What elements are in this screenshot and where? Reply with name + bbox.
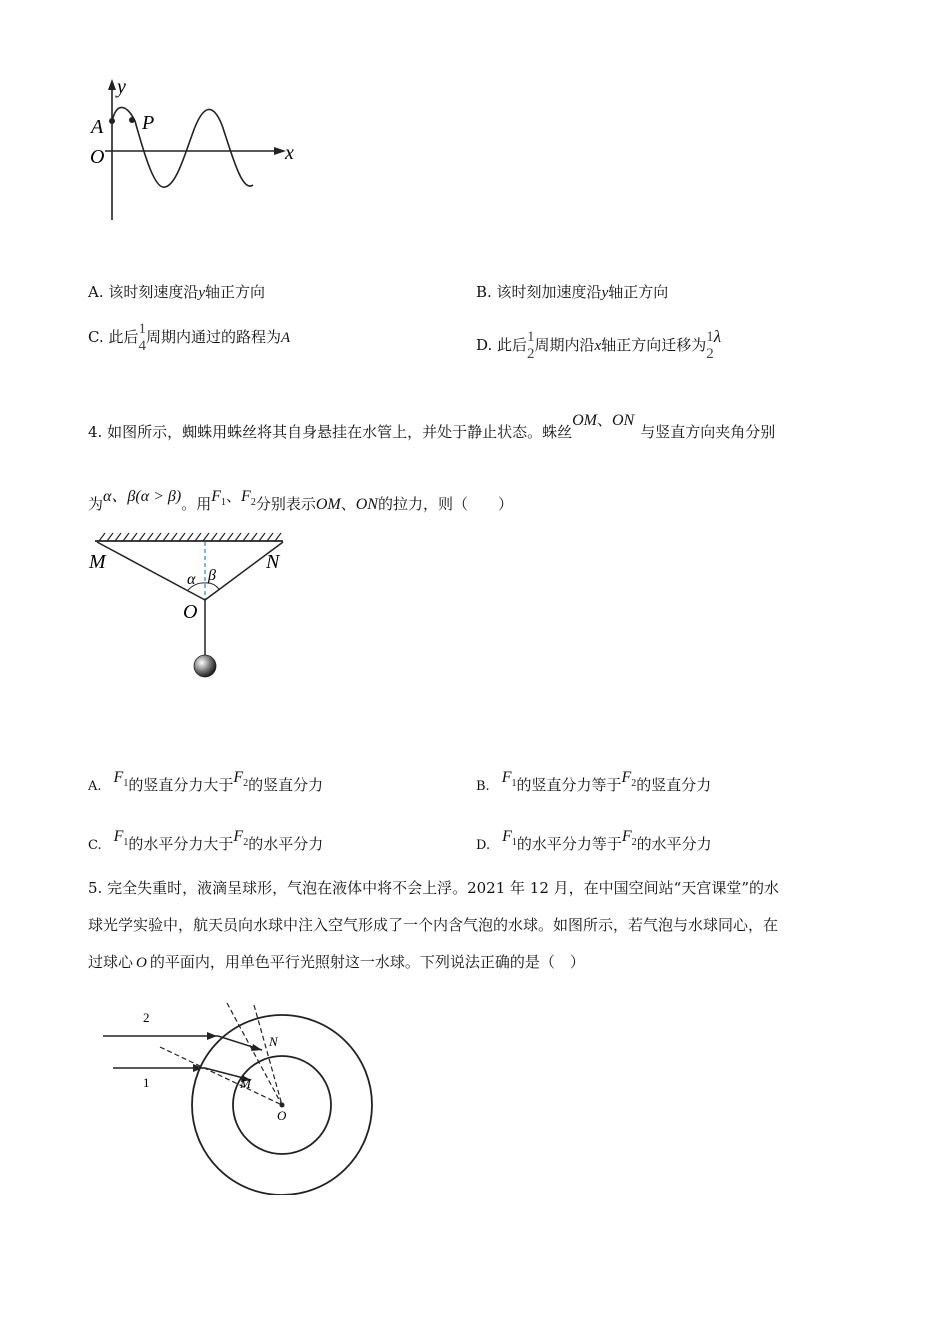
label-o: O [183,601,198,623]
y-axis-label: y [117,76,126,98]
label-beta: β [208,567,216,584]
pipe-hatch [139,533,145,541]
q4-option-a[interactable]: $A.F_1$的竖直分力大于$F_2$的竖直分力 [88,769,324,794]
label-o: O [277,1108,287,1123]
fraction-1-4: 1 4 [138,321,146,354]
pipe-hatch [131,533,137,541]
wave-figure [85,75,305,225]
q3-option-d[interactable]: D. 此后 1 2 周期内沿x轴正方向迁移为 1 2 λ [476,327,722,362]
q5-line-1: 5. 完全失重时，液滴呈球形，气泡在液体中将不会上浮。2021 年 12 月，在中国空间站“天宫课堂”的水 [88,879,779,897]
pipe-hatch [187,533,193,541]
pipe-hatch [235,533,241,541]
pipe-hatch [115,533,121,541]
q4-line-2: 为α、β(α > β)。用$F_1$、$F_2$分别表示OM、ON的拉力，则（ ） [88,487,513,513]
q4-line-1: 4. 如图所示，蜘蛛用蛛丝将其自身悬挂在水管上，并处于静止状态。蛛丝OM、ON与竖直方向夹角分别 [88,411,776,441]
pipe-hatch [107,533,113,541]
point-p [129,117,135,123]
ray-2-label: 2 [143,1010,150,1025]
q4-option-c[interactable]: $C.F_1$的水平分力大于$F_2$的水平分力 [88,828,324,853]
water-ball-figure [95,995,395,1195]
point-a [109,118,115,124]
pipe-hatch [259,533,265,541]
ray-1-label: 1 [143,1075,150,1090]
q3-option-b[interactable]: B. 该时刻加速度沿y轴正方向 [476,283,669,301]
q5-line-2: 球光学实验中，航天员向水球中注入空气形成了一个内含气泡的水球。如图所示，若气泡与水球同心，在 [88,916,779,934]
pipe-hatch [243,533,249,541]
fraction-1-2-lambda: 1 2 [706,329,714,362]
pipe-hatch [211,533,217,541]
label-n: N [266,551,280,573]
label-o: O [90,146,105,168]
pipe-hatch [203,533,209,541]
x-axis-label: x [285,142,294,164]
pipe-hatch [275,533,281,541]
pipe-hatch [267,533,273,541]
pipe-hatch [171,533,177,541]
pipe-hatch [251,533,257,541]
q3-option-a[interactable]: A. 该时刻速度沿y轴正方向 [88,283,266,301]
q5-line-3: 过球心 O 的平面内，用单色平行光照射这一水球。下列说法正确的是（ ） [88,953,585,971]
q4-option-d[interactable]: $D.F_1$的水平分力等于$F_2$的水平分力 [476,828,712,853]
pipe-hatch [163,533,169,541]
label-a: A [91,116,104,138]
pipe-hatch [219,533,225,541]
pipe-hatch [179,533,185,541]
fraction-1-2: 1 2 [527,329,535,362]
pipe-hatch [147,533,153,541]
label-p: P [142,112,155,134]
label-m: M [89,551,106,573]
pipe-hatch [99,533,105,541]
spider-figure [85,528,295,683]
q4-option-b[interactable]: $B.F_1$的竖直分力等于$F_2$的竖直分力 [476,769,712,794]
pipe-hatch [195,533,201,541]
label-n: N [269,1034,278,1049]
label-m: M [240,1076,251,1091]
spider-ball [194,655,216,677]
pipe-hatch [123,533,129,541]
pipe-hatch [227,533,233,541]
label-alpha: α [187,571,196,588]
q3-option-c[interactable]: C. 此后 1 4 周期内通过的路程为A [88,321,291,354]
pipe-hatch [155,533,161,541]
